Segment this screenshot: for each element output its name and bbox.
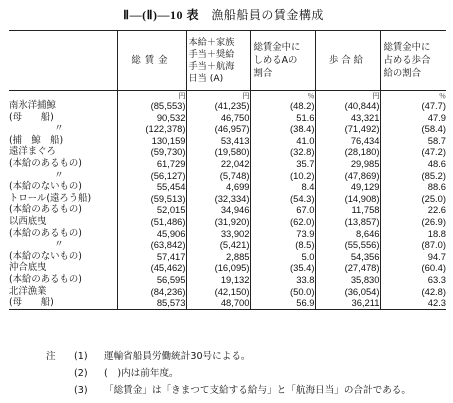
header-blank: [9, 31, 117, 91]
current-value: 36,211: [315, 297, 380, 309]
prev-year-value: (85,553): [117, 100, 186, 112]
prev-year-value: (25.0): [380, 193, 446, 205]
prev-year-value: (16,095): [186, 262, 250, 274]
row-category: 〃: [54, 123, 64, 135]
current-value: 33,902: [186, 228, 250, 240]
row-category: 沖合底曳: [9, 262, 47, 274]
prev-year-value: (5,421): [186, 239, 250, 251]
current-value: 11,758: [315, 204, 380, 216]
prev-year-value: (36,054): [315, 286, 380, 298]
current-value: 33.8: [250, 274, 315, 286]
row-subcategory: (本給のあるもの): [9, 157, 82, 169]
prev-year-value: (10.2): [250, 170, 315, 182]
prev-year-value: (46,957): [186, 123, 250, 135]
row-subcategory: (本給のあるもの): [9, 227, 82, 239]
current-value: 22.6: [380, 204, 446, 216]
prev-year-value: (38.4): [250, 123, 315, 135]
prev-year-value: (47.7): [380, 100, 446, 112]
prev-year-value: (40,844): [315, 100, 380, 112]
prev-year-value: (5,748): [186, 170, 250, 182]
current-value: 90,532: [117, 112, 186, 124]
row-category: 南氷洋捕鯨: [9, 100, 56, 111]
current-value: 47.9: [380, 112, 446, 124]
unit-row: [9, 91, 446, 101]
prev-year-value: (51,486): [117, 216, 186, 228]
table-row: [9, 274, 446, 286]
prev-year-value: (59,513): [117, 193, 186, 205]
current-value: 35,830: [315, 274, 380, 286]
current-value: 34,946: [186, 204, 250, 216]
notes: [46, 348, 411, 399]
prev-year-value: (41,235): [186, 100, 250, 112]
current-value: 57,417: [117, 251, 186, 263]
current-value: 63.3: [380, 274, 446, 286]
prev-year-value: (62.0): [250, 216, 315, 228]
row-category: トロール(遠ろう船): [9, 192, 92, 204]
current-value: 67.0: [250, 204, 315, 216]
prev-year-value: (85.2): [380, 170, 446, 182]
current-value: 94.7: [380, 251, 446, 263]
current-value: 22,042: [186, 158, 250, 170]
current-value: 55,454: [117, 181, 186, 193]
row-category: 以西底曳: [9, 215, 47, 227]
prev-year-value: (19,580): [186, 146, 250, 158]
unit-yen: 円: [186, 91, 250, 101]
prev-year-value: (56,127): [117, 170, 186, 182]
current-value: 56.9: [250, 297, 315, 309]
prev-year-value: (59,730): [117, 146, 186, 158]
table-row: [9, 216, 446, 228]
prev-year-value: (28,180): [315, 146, 380, 158]
prev-year-value: (87.0): [380, 239, 446, 251]
current-value: 29,985: [315, 158, 380, 170]
current-value: 41.0: [250, 135, 315, 147]
current-value: 8.4: [250, 181, 315, 193]
current-value: 51.6: [250, 112, 315, 124]
prev-year-value: (47.2): [380, 146, 446, 158]
prev-year-value: (48.2): [250, 100, 315, 112]
current-value: 5.0: [250, 251, 315, 263]
current-value: 8,646: [315, 228, 380, 240]
prev-year-value: (26.9): [380, 216, 446, 228]
current-value: 52,015: [117, 204, 186, 216]
current-value: 35.7: [250, 158, 315, 170]
table-row: [9, 135, 446, 147]
note-3: (3) 「総賃金」は「きまつて支給する給与」と「航海日当」の合計である。: [74, 385, 411, 396]
current-value: 49,129: [315, 181, 380, 193]
prev-year-value: (54.3): [250, 193, 315, 205]
prev-year-value: (60.4): [380, 262, 446, 274]
current-value: 53,413: [186, 135, 250, 147]
table-row: [9, 170, 446, 182]
current-value: 19,132: [186, 274, 250, 286]
header-commission-ratio: 総賃金中に 占める歩合 給の割合: [380, 31, 446, 91]
table-row: [9, 123, 446, 135]
table-row: [9, 146, 446, 158]
current-value: 58.7: [380, 135, 446, 147]
prev-year-value: (32.8): [250, 146, 315, 158]
unit-percent: ％: [380, 91, 446, 101]
prev-year-value: (58.4): [380, 123, 446, 135]
wage-structure-table: [9, 30, 446, 310]
prev-year-value: (55,556): [315, 239, 380, 251]
prev-year-value: (47,869): [315, 170, 380, 182]
current-value: 2,885: [186, 251, 250, 263]
current-value: 18.8: [380, 228, 446, 240]
table-row: [9, 228, 446, 240]
table-row: [9, 297, 446, 309]
row-subcategory: (本給のないもの): [9, 181, 82, 193]
current-value: 61,729: [117, 158, 186, 170]
current-value: 43,321: [315, 112, 380, 124]
current-value: 45,906: [117, 228, 186, 240]
table-row: [9, 262, 446, 274]
table-row: [9, 158, 446, 170]
row-subcategory: (本給のないもの): [9, 250, 82, 262]
table-row: [9, 286, 446, 298]
header-base-pay: 本給＋家族 手当＋奨給 手当＋航海 日当 (A): [186, 31, 250, 91]
note-1: 注 (1) 運輸省船員労働統計30号による。: [46, 348, 411, 365]
table-number: Ⅱ―(Ⅱ)―10 表: [123, 8, 199, 22]
table-row: [9, 112, 446, 124]
prev-year-value: (35.4): [250, 262, 315, 274]
current-value: 130,159: [117, 135, 186, 147]
header-total-wage: 総賃金: [117, 31, 186, 91]
row-category: 遠洋まぐろ: [9, 146, 56, 158]
note-head: 注: [46, 351, 56, 362]
table-row: [9, 239, 446, 251]
current-value: 4,699: [186, 181, 250, 193]
unit-percent: ％: [250, 91, 315, 101]
current-value: 85,573: [117, 297, 186, 309]
header-commission-pay: 歩合給: [315, 31, 380, 91]
row-subcategory: (本給のあるもの): [9, 273, 82, 285]
header-a-ratio: 総賃金中に しめるAの 割合: [250, 31, 315, 91]
table-row: [9, 193, 446, 205]
prev-year-value: (45,462): [117, 262, 186, 274]
prev-year-value: (71,492): [315, 123, 380, 135]
unit-yen: 円: [117, 91, 186, 101]
table-row: [9, 251, 446, 263]
current-value: 73.9: [250, 228, 315, 240]
row-subcategory: (母 船): [9, 111, 54, 123]
row-subcategory: (母 船): [9, 297, 117, 309]
prev-year-value: (42.8): [380, 286, 446, 298]
current-value: 54,356: [315, 251, 380, 263]
prev-year-value: (50.0): [250, 286, 315, 298]
current-value: 88.6: [380, 181, 446, 193]
prev-year-value: (122,378): [117, 123, 186, 135]
current-value: 56,595: [117, 274, 186, 286]
table-title-text: 漁船船員の賃金構成: [211, 8, 324, 22]
current-value: 46,750: [186, 112, 250, 124]
prev-year-value: (13,857): [315, 216, 380, 228]
table-title: [0, 6, 453, 23]
row-subcategory: (捕 鯨 船): [9, 134, 64, 146]
prev-year-value: (8.5): [250, 239, 315, 251]
unit-yen: 円: [315, 91, 380, 101]
prev-year-value: (42,150): [186, 286, 250, 298]
current-value: 48.6: [380, 158, 446, 170]
table-body: [9, 91, 446, 310]
current-value: 76,434: [315, 135, 380, 147]
current-value: 42.3: [380, 297, 446, 309]
table-row: [9, 181, 446, 193]
prev-year-value: (14,908): [315, 193, 380, 205]
header-row: [9, 31, 446, 91]
table-row: [9, 204, 446, 216]
row-category: 〃: [54, 169, 64, 181]
prev-year-value: (63,842): [117, 239, 186, 251]
prev-year-value: (27,478): [315, 262, 380, 274]
table-row: [9, 100, 446, 112]
row-category: 〃: [54, 239, 64, 251]
row-category: 北洋漁業: [9, 285, 47, 297]
note-2: (2) ( )内は前年度。: [74, 368, 179, 379]
prev-year-value: (32,334): [186, 193, 250, 205]
current-value: 48,700: [186, 297, 250, 309]
prev-year-value: (31,920): [186, 216, 250, 228]
row-subcategory: (本給のあるもの): [9, 204, 82, 216]
prev-year-value: (84,236): [117, 286, 186, 298]
